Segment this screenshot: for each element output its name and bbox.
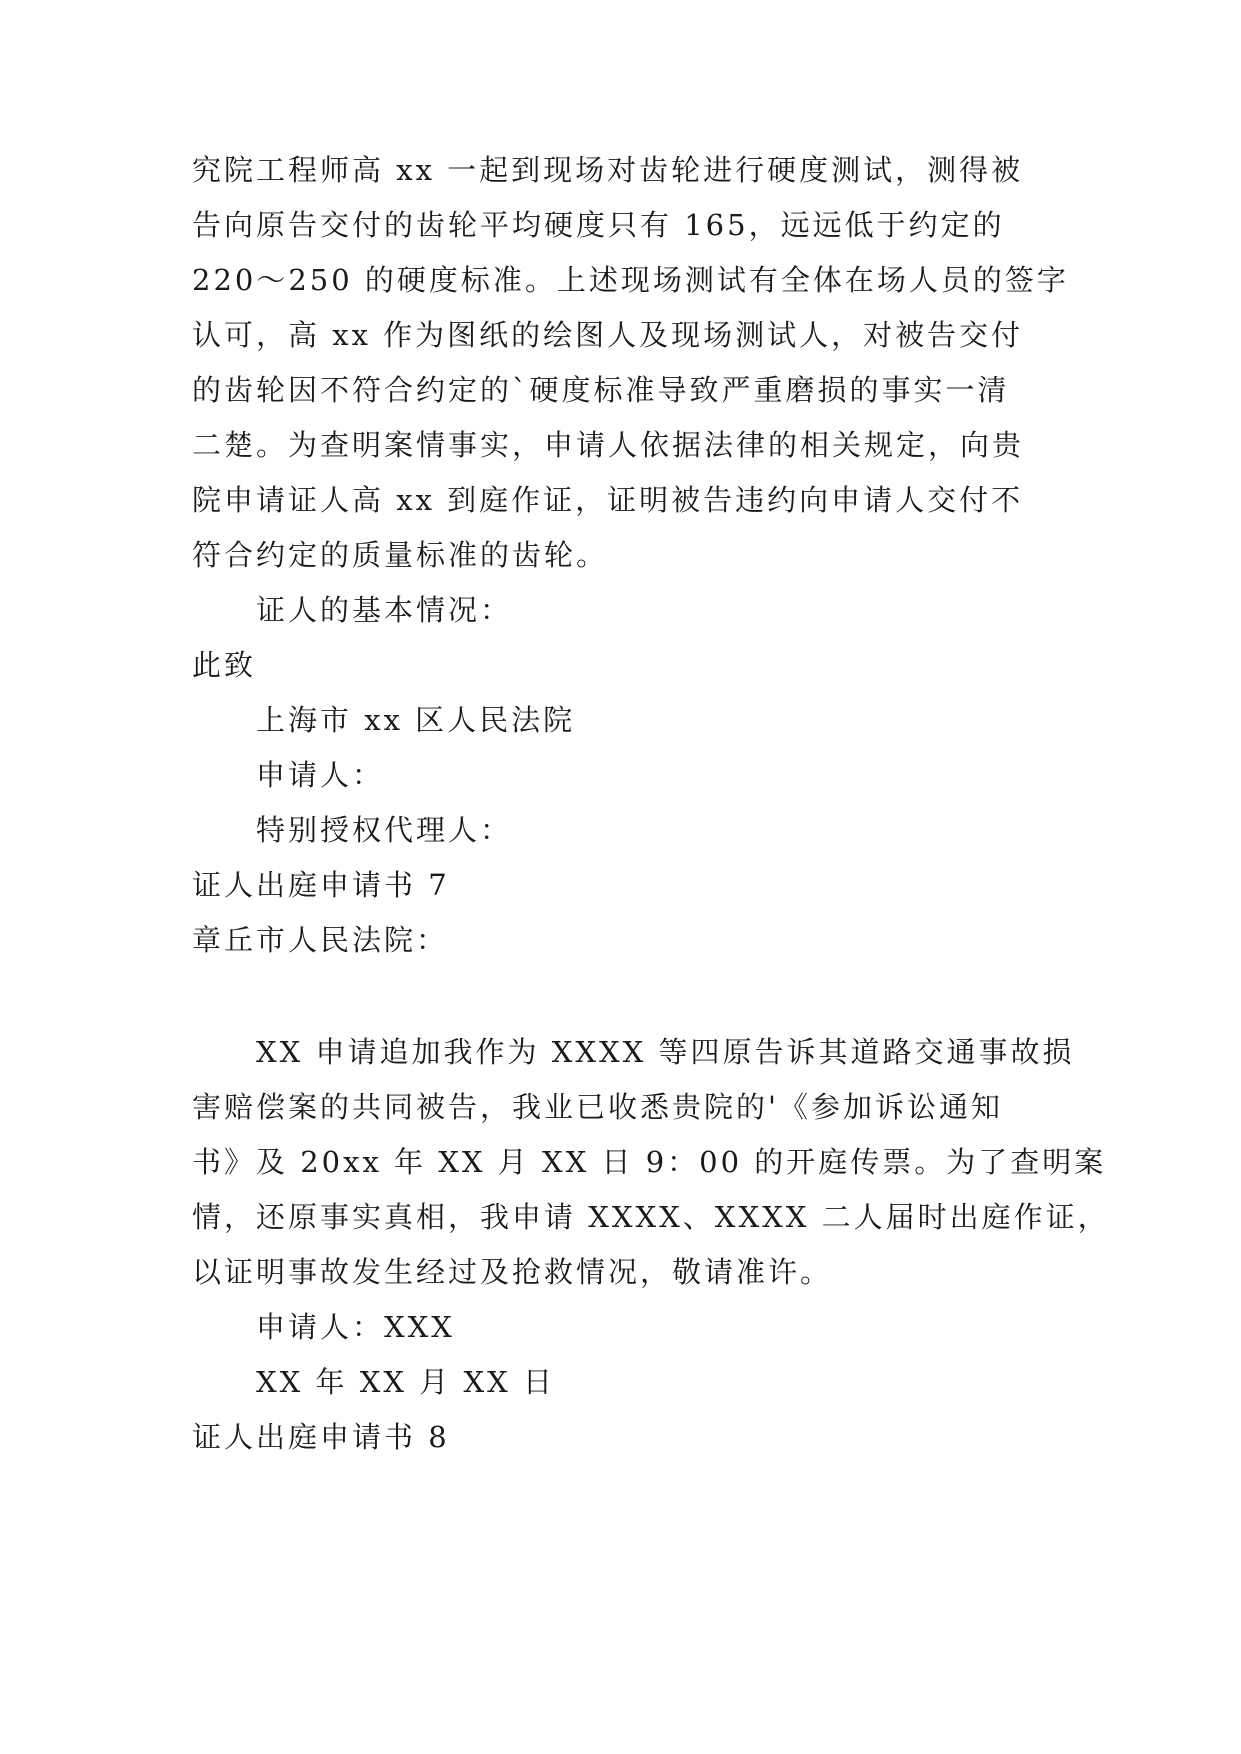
paragraph-1-line-4: 认可，高 xx 作为图纸的绘图人及现场测试人，对被告交付 [192,318,1024,352]
application-date: XX 年 XX 月 XX 日 [256,1365,555,1399]
salutation: 此致 [192,648,257,682]
special-agent-label: 特别授权代理人： [256,813,513,847]
paragraph-2-line-4: 情，还原事实真相，我申请 XXXX、XXXX 二人届时出庭作证， [192,1200,1110,1234]
paragraph-1-line-1: 究院工程师高 xx 一起到现场对齿轮进行硬度测试，测得被 [192,153,1024,187]
paragraph-1-line-7: 院申请证人高 xx 到庭作证，证明被告违约向申请人交付不 [192,483,1024,517]
paragraph-2-line-3: 书》及 20xx 年 XX 月 XX 日 9：00 的开庭传票。为了查明案 [192,1145,1107,1179]
court-name-1: 上海市 xx 区人民法院 [256,703,576,737]
applicant-label-1: 申请人： [256,758,385,792]
paragraph-1-line-8: 符合约定的质量标准的齿轮。 [192,538,609,572]
paragraph-2-line-5: 以证明事故发生经过及抢救情况，敬请准许。 [192,1255,833,1289]
paragraph-2-line-1: XX 申请追加我作为 XXXX 等四原告诉其道路交通事故损 [256,1035,1075,1069]
section-heading-7: 证人出庭申请书 7 [192,868,450,902]
paragraph-2-line-2: 害赔偿案的共同被告，我业已收悉贵院的'《参加诉讼通知 [192,1090,1003,1124]
section-heading-8: 证人出庭申请书 8 [192,1420,450,1454]
paragraph-1-line-6: 二楚。为查明案情事实，申请人依据法律的相关规定，向贵 [192,428,1025,462]
court-name-2: 章丘市人民法院： [192,923,449,957]
applicant-signature-2: 申请人：XXX [256,1310,455,1344]
paragraph-1-line-3: 220～250 的硬度标准。上述现场测试有全体在场人员的签字 [192,263,1069,297]
paragraph-1-line-2: 告向原告交付的齿轮平均硬度只有 165，远远低于约定的 [192,208,1005,242]
paragraph-1-line-5: 的齿轮因不符合约定的`硬度标准导致严重磨损的事实一清 [192,373,1010,407]
witness-basic-info: 证人的基本情况： [256,593,513,627]
